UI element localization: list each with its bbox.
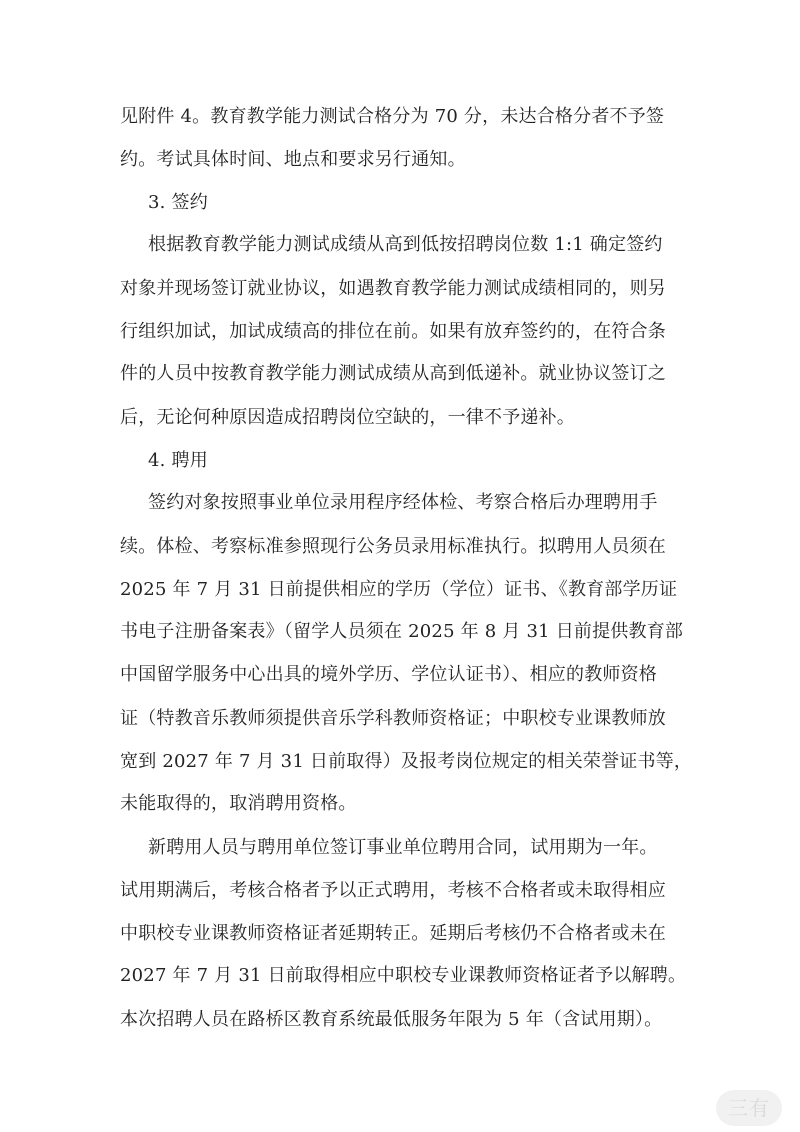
paragraph-line: 证（特教音乐教师须提供音乐学科教师资格证；中职校专业课教师放 — [120, 708, 666, 729]
section-heading-signing: 3. 签约 — [148, 192, 208, 213]
paragraph-line: 根据教育教学能力测试成绩从高到低按招聘岗位数 1:1 确定签约 — [148, 234, 663, 255]
paragraph-line: 中职校专业课教师资格证者延期转正。延期后考核仍不合格者或未在 — [120, 923, 666, 944]
paragraph-line: 宽到 2027 年 7 月 31 日前取得）及报考岗位规定的相关荣誉证书等， — [120, 751, 693, 772]
paragraph-line: 签约对象按照事业单位录用程序经体检、考察合格后办理聘用手 — [148, 492, 658, 513]
paragraph-line: 2027 年 7 月 31 日前取得相应中职校专业课教师资格证者予以解聘。 — [120, 965, 687, 986]
paragraph-line: 对象并现场签订就业协议，如遇教育教学能力测试成绩相同的，则另 — [120, 278, 666, 299]
paragraph-line: 约。考试具体时间、地点和要求另行通知。 — [120, 149, 466, 170]
paragraph-line: 件的人员中按教育教学能力测试成绩从高到低递补。就业协议签订之 — [120, 363, 666, 384]
paragraph-line: 行组织加试，加试成绩高的排位在前。如果有放弃签约的，在符合条 — [120, 321, 666, 342]
paragraph-line: 书电子注册备案表》（留学人员须在 2025 年 8 月 31 日前提供教育部 — [120, 621, 684, 642]
paragraph-line: 续。体检、考察标准参照现行公务员录用标准执行。拟聘用人员须在 — [120, 536, 666, 557]
paragraph-line: 见附件 4。教育教学能力测试合格分为 70 分，未达合格分者不予签 — [120, 106, 665, 127]
paragraph-line: 后，无论何种原因造成招聘岗位空缺的，一律不予递补。 — [120, 407, 575, 428]
paragraph-line: 新聘用人员与聘用单位签订事业单位聘用合同，试用期为一年。 — [148, 837, 658, 858]
paragraph-line: 未能取得的，取消聘用资格。 — [120, 793, 357, 814]
paragraph-line: 中国留学服务中心出具的境外学历、学位认证书）、相应的教师资格 — [120, 664, 657, 685]
paragraph-line: 2025 年 7 月 31 日前提供相应的学历（学位）证书、《教育部学历证 — [120, 579, 678, 600]
section-heading-employment: 4. 聘用 — [148, 450, 208, 471]
watermark-logo: 三有 — [716, 1090, 782, 1126]
paragraph-line: 本次招聘人员在路桥区教育系统最低服务年限为 5 年（含试用期）。 — [120, 1009, 663, 1030]
paragraph-line: 试用期满后，考核合格者予以正式聘用，考核不合格者或未取得相应 — [120, 880, 666, 901]
